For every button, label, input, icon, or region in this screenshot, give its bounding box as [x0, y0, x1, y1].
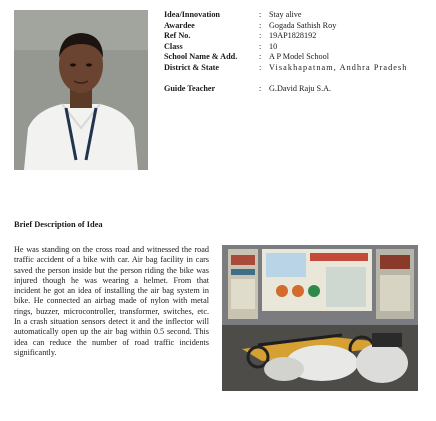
field-separator: :: [259, 31, 262, 41]
field-value: Stay alive: [269, 10, 302, 19]
field-label: Idea/Innovation: [164, 10, 220, 19]
field-value: Gogada Sathish Roy: [269, 20, 337, 30]
field-separator: :: [259, 62, 262, 72]
field-separator: :: [259, 41, 262, 51]
field-separator: :: [259, 52, 262, 62]
field-label: Ref No.: [164, 31, 191, 41]
awardee-photo: [14, 10, 148, 170]
project-photo: [222, 245, 418, 391]
field-separator: :: [259, 10, 262, 19]
field-value: Visakhapatnam, Andhra Pradesh: [269, 62, 408, 72]
field-value: A P Model School: [269, 52, 329, 62]
field-value: 10: [269, 41, 278, 51]
field-idea: [164, 10, 432, 21]
field-school: [164, 52, 432, 63]
field-class: [164, 42, 432, 53]
field-separator: :: [259, 83, 262, 93]
field-label: Guide Teacher: [164, 83, 216, 93]
field-label: District & State: [164, 62, 220, 72]
field-label: School Name & Add.: [164, 52, 238, 62]
field-value: G.David Raju S.A.: [269, 83, 332, 93]
field-district-state: [164, 63, 432, 74]
field-ref-no: [164, 31, 432, 42]
field-separator: :: [259, 20, 262, 30]
description-paragraph: He was standing on the cross road and witnessed the road traffic accident of a bike with car. Air bag facility in cars saved the person inside but the person riding the bike was injured though he was wearing a helmet. From that incident he got an idea of installing the air bag system in bike. He connected an airbag made of nylon with metal rings, buzzer, microcontroller, transformer, switches, etc. In a crash situation sensors detect it and the inflector will automatically open up the air bag within 0.5 second. This idea can reduce the number of road traffic incidents significantly.: [14, 245, 209, 357]
field-value: 19AP1828192: [269, 31, 317, 41]
awardee-info-table: [164, 10, 432, 94]
field-label: Awardee: [164, 20, 195, 30]
field-awardee: [164, 21, 432, 32]
section-title: Brief Description of Idea: [14, 220, 103, 229]
field-label: Class: [164, 41, 183, 51]
field-guide-teacher: [164, 84, 432, 95]
